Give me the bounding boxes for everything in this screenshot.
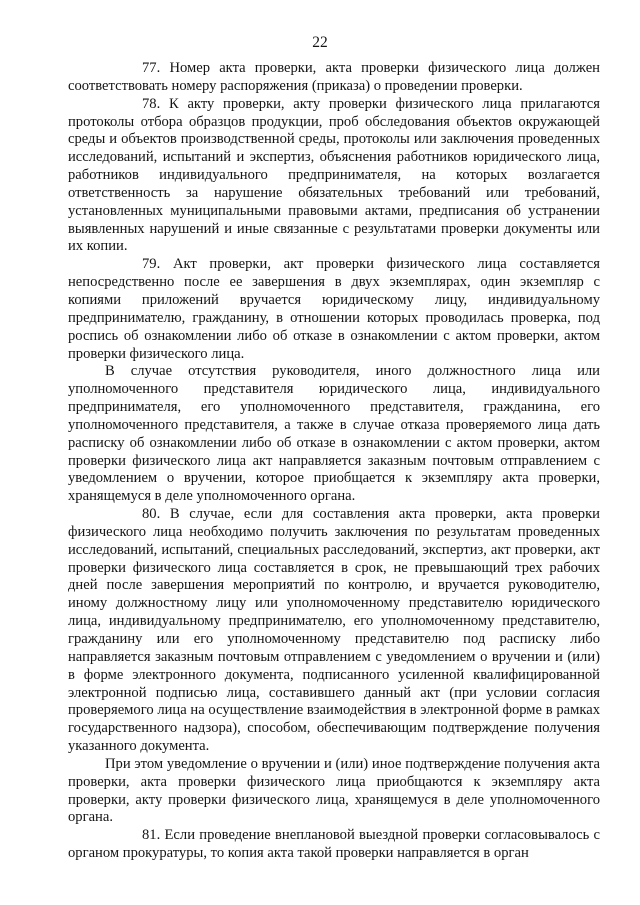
paragraph-text: К акту проверки, акту проверки физического лица прилагаются протоколы отбора образцов продукции, проб обследования объектов окружающей среды и объектов производственной среды, протоколы или заключения проведенных исследований, испытаний и экспертиз, объяснения работников юридического лица, работников индивидуального предпринимателя, на которых возлагается ответственность за нарушение обязательных требований или требований, установленных муниципальными правовыми актами, предписания об устранении выявленных нарушений и иные связанные с результатами проверки документы или их копии.: [68, 95, 600, 255]
paragraph-number: 81.: [142, 827, 161, 844]
paragraph-text: Акт проверки, акт проверки физического лица составляется непосредственно после ее завершения в двух экземплярах, один экземпляр с копиями приложений вручается юридическому лицу, индивидуальному предпринимателю, гражданину, в отношении которых проводилась проверка, под роспись об ознакомлении либо об отказе в ознакомлении с актом проверки, актом проверки физического лица.: [68, 256, 600, 362]
paragraph-81: [68, 827, 600, 863]
document-body: [68, 60, 600, 863]
paragraph-text: Если проведение внеплановой выездной проверки согласовывалось с органом прокуратуры, то копия акта такой проверки направляется в орган: [68, 827, 600, 862]
paragraph-79: [68, 256, 600, 363]
paragraph-77: [68, 60, 600, 96]
paragraph-number: 80.: [142, 506, 161, 523]
paragraph-number: 78.: [142, 95, 161, 112]
page-number: 22: [312, 34, 328, 51]
paragraph-number: 79.: [142, 256, 161, 273]
paragraph-78: [68, 96, 600, 257]
paragraph-79-continuation: [68, 363, 600, 506]
paragraph-text: В случае отсутствия руководителя, иного должностного лица или уполномоченного представителя юридического лица, индивидуального предпринимателя, его уполномоченного представителя, гражданина, его уполномоченного представителя, а также в случае отказа проверяемого лица дать расписку об ознакомлении либо об отказе в ознакомлении с актом проверки, актом проверки физического лица акт направляется заказным почтовым отправлением с уведомлением о вручении, которое приобщается к экземпляру акта проверки, хранящемуся в деле уполномоченного органа.: [68, 363, 600, 505]
paragraph-number: 77.: [142, 60, 161, 76]
paragraph-80-continuation: [68, 756, 600, 827]
paragraph-text: В случае, если для составления акта проверки, акта проверки физического лица необходимо получить заключения по результатам проведенных исследований, испытаний, специальных расследований, экспертиз, акт проверки, акт проверки физического лица составляется в срок, не превышающий трех рабочих дней после завершения мероприятий по контролю, и вручается руководителю, иному должностному лицу или уполномоченному представителю юридического лица, индивидуальному предпринимателю, его уполномоченному представителю, гражданину или его уполномоченному представителю под расписку либо направляется заказным почтовым отправлением с уведомлением о вручении и (или) в форме электронного документа, подписанного усиленной квалифицированной электронной подписью лица, составившего данный акт (при условии согласия проверяемого лица на осуществление взаимодействия в электронной форме в рамках государственного надзора), способом, обеспечивающим подтверждение получения указанного документа.: [68, 506, 600, 755]
paragraph-text: Номер акта проверки, акта проверки физического лица должен соответствовать номеру распоряжения (приказа) о проведении проверки.: [68, 60, 600, 94]
paragraph-text: При этом уведомление о вручении и (или) иное подтверждение получения акта проверки, акта проверки физического лица приобщаются к экземпляру акта проверки, акту проверки физического лица, хранящемуся в деле уполномоченного органа.: [68, 755, 600, 826]
paragraph-80: [68, 506, 600, 756]
